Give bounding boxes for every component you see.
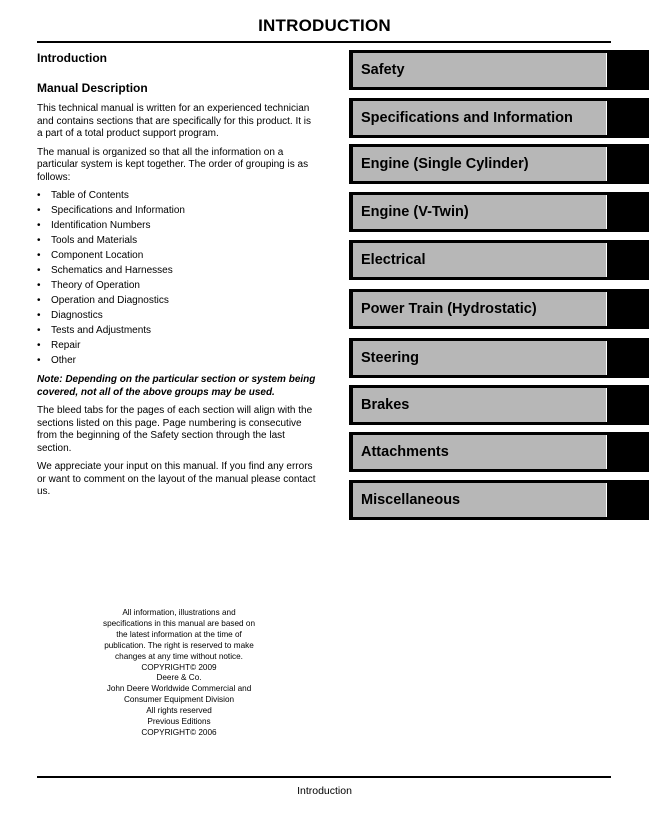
bullet-icon: • <box>37 205 41 216</box>
list-item-text: Identification Numbers <box>51 220 151 231</box>
list-item-text: Operation and Diagnostics <box>51 295 169 306</box>
list-item <box>37 352 317 370</box>
bullet-icon: • <box>37 310 41 321</box>
bullet-icon: • <box>37 355 41 366</box>
bullet-icon: • <box>37 250 41 261</box>
bullet-icon: • <box>37 295 41 306</box>
tab-attachments[interactable] <box>349 432 649 472</box>
tab-brakes[interactable] <box>349 385 649 425</box>
tab-engine-single-cylinder[interactable] <box>349 144 649 184</box>
tab-engine-v-twin[interactable] <box>349 192 649 232</box>
copyright-line: All rights reserved <box>146 706 212 716</box>
tab-label: Power Train (Hydrostatic) <box>353 292 607 326</box>
tab-label: Steering <box>353 341 607 375</box>
bullet-icon: • <box>37 340 41 351</box>
tab-power-train[interactable] <box>349 289 649 329</box>
tab-label: Safety <box>353 53 607 87</box>
tab-label: Attachments <box>353 435 607 469</box>
copyright-notice <box>100 608 258 739</box>
bullet-icon: • <box>37 190 41 201</box>
list-item-text: Component Location <box>51 250 144 261</box>
note-text: Note: Depending on the particular section or system being covered, not all of the above groups may be used. <box>37 374 316 398</box>
tab-steering[interactable] <box>349 338 649 378</box>
bullet-icon: • <box>37 235 41 246</box>
paragraph-2: The manual is organized so that all the information on a particular system is kept together. The order of grouping is as follows: <box>37 146 309 183</box>
list-item-text: Diagnostics <box>51 310 103 321</box>
bullet-icon: • <box>37 280 41 291</box>
tab-miscellaneous[interactable] <box>349 480 649 520</box>
section-title: Introduction <box>37 51 107 65</box>
tab-label: Brakes <box>353 388 607 422</box>
bullet-icon: • <box>37 265 41 276</box>
list-item-text: Specifications and Information <box>51 205 185 216</box>
copyright-line: COPYRIGHT© 2006 <box>141 727 217 737</box>
page-footer-label: Introduction <box>297 785 352 797</box>
list-item-text: Schematics and Harnesses <box>51 265 173 276</box>
bottom-rule <box>37 776 611 778</box>
bullet-icon: • <box>37 325 41 336</box>
list-item-text: Theory of Operation <box>51 280 140 291</box>
paragraph-4: We appreciate your input on this manual. If you find any errors or want to comment on the layout of the manual please contact us. <box>37 461 316 497</box>
copyright-line: Previous Editions <box>147 717 211 727</box>
copyright-line: Deere & Co. <box>156 673 202 683</box>
paragraph-1: This technical manual is written for an experienced technician and contains sections that are specifically for this product. It is a part of a total product support program. <box>37 103 312 139</box>
tab-specifications[interactable] <box>349 98 649 138</box>
tab-safety[interactable] <box>349 50 649 90</box>
paragraph-3: The bleed tabs for the pages of each section will align with the sections listed on this page. Page numbering is consecutive from the beginning of the Safety section through the last section. <box>37 405 313 454</box>
tab-label: Electrical <box>353 243 607 277</box>
bullet-icon: • <box>37 220 41 231</box>
list-item-text: Other <box>51 355 77 366</box>
list-item-text: Tools and Materials <box>51 235 138 246</box>
list-item-text: Repair <box>51 340 81 351</box>
copyright-disclaimer: All information, illustrations and specifications in this manual are based on the latest information at the time of publication. The right is reserved to make changes at any time without notice. <box>102 608 255 661</box>
copyright-line: John Deere Worldwide Commercial and Consumer Equipment Division <box>106 684 252 705</box>
copyright-line: COPYRIGHT© 2009 <box>141 662 217 672</box>
top-rule <box>37 41 611 43</box>
grouping-list <box>37 187 317 370</box>
tab-label: Specifications and Information <box>353 101 607 135</box>
tab-electrical[interactable] <box>349 240 649 280</box>
tab-label: Miscellaneous <box>353 483 607 517</box>
subsection-title: Manual Description <box>37 80 148 95</box>
list-item-text: Table of Contents <box>51 190 129 201</box>
page-title: INTRODUCTION <box>258 16 391 35</box>
list-item-text: Tests and Adjustments <box>51 325 152 336</box>
manual-description-column <box>37 52 317 505</box>
tab-label: Engine (V-Twin) <box>353 195 607 229</box>
tab-label: Engine (Single Cylinder) <box>353 147 607 181</box>
